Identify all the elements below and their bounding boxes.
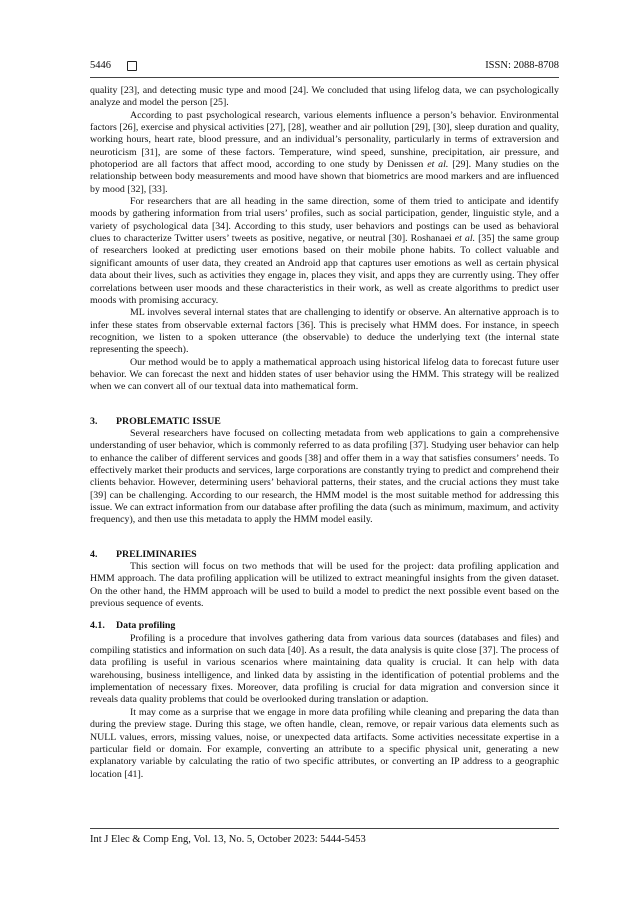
paragraph: According to past psychological research, various elements influence a person’s behavior. Environmental factors [26], exercise and physical activities [27], [28], weather and air pollution [29], [30], sleep duration and quality, working hours, heart rate, blood pressure, and an individual’s personality, particularly in terms of extraversion and neuroticism [31], are some of these factors. Temperature, wind speed, sunshine, precipitation, air pressure, and photoperiod are all factors that affect mood, according to one study by Denissen et al. [29]. Many studies on the relationship between body measurements and mood have shown that biometrics are mood markers and are influenced by mood [32], [33]. [90,109,560,195]
square-icon [127,61,137,71]
subsection-heading: 4.1. Data profiling [90,620,176,632]
paragraph: For researchers that are all heading in the same direction, some of them tried to anticipate and identify moods by gathering information from trial users’ profiles, such as social participation, gender, linguistic style, and a variety of psychological data [34]. According to this study, user behaviors and postings can be used as behavioral clues to characterize Twitter users’ tweets as positive, negative, or neutral [30]. Roshanaei et al. [35] the same group of researchers looked at predicting user emotions based on their mobile phone habits. To collect valuable and significant amounts of user data, they created an Android app that captures user emotions as well as certain physical data about their lives, such as activities they engage in, places they visit, and apps they are currently using. They offer correlations between user moods and these characteristics in their work, as well as create algorithms to predict user moods with promising accuracy. [90,196,560,306]
issn-label: ISSN: 2088-8708 [485,60,559,71]
paragraph: quality [23], and detecting music type and mood [24]. We concluded that using lifelog data, we can psychologically analyze and model the person [25]. [90,85,559,109]
section-heading: 3. PROBLEMATIC ISSUE [90,415,221,427]
paragraph: Profiling is a procedure that involves gathering data from various data sources (databases and files) and compiling statistics and information on such data [40]. As a result, the data analysis is quite close [37]. The process of data profiling is useful in various scenarios where maintaining data quality is crucial. It can help with data warehousing, business intelligence, and linked data by assisting in the identification of potential problems and the implementation of necessary fixes. Moreover, data profiling is crucial for data migration and conversion since it reveals data quality problems that could be overlooked during translation or adaption. [90,632,559,706]
section-heading: 4. PRELIMINARIES [90,548,197,560]
paragraph: It may come as a surprise that we engage in more data profiling while cleaning and preparing the data than during the preview stage. During this stage, we often handle, clean, remove, or repair various data elements such as NULL values, errors, missing values, noise, or unexpected data artifacts. Some activities necessitate expertise in a particular field or domain. For example, converting an attribute to a specific physical unit, generating a new explanatory variable by calculating the ratio of two specific attributes, or converting an IP address to a geographic location [41]. [90,706,559,780]
paragraph: This section will focus on two methods that will be used for the project: data profiling application and HMM approach. The data profiling application will be utilized to extract meaningful insights from the given dataset. On the other hand, the HMM approach will be used to build a model to predict the next possible event based on the previous sequence of events. [90,561,559,610]
header-divider [90,77,559,78]
article-body [90,85,559,781]
footer-citation: Int J Elec & Comp Eng, Vol. 13, No. 5, October 2023: 5444-5453 [90,834,366,845]
footer-divider [90,828,559,829]
page-number: 5446 [90,60,111,71]
page-header [90,60,559,76]
paragraph: Our method would be to apply a mathematical approach using historical lifelog data to forecast future user behavior. We can forecast the next and hidden states of user behavior using the HMM. This strategy will be realized when we can convert all of our textual data into mathematical form. [90,356,559,393]
paragraph: Several researchers have focused on collecting metadata from web applications to gain a comprehensive understanding of user behavior, which is commonly referred to as data profiling [37]. Studying user behavior can help to enhance the caliber of different services and goods [38] and offer them in a way that satisfies consumers’ needs. To effectively market their products and services, large corporations are constantly trying to predict and comprehend their clients behavior. However, determining users’ behavioral patterns, their states, and the crucial actions they must take [39] can be challenging. According to our research, the HMM model is the most suitable method for addressing this issue. We can extract information from our database after profiling the data (such as minimum, maximum, and activity frequency), and then use this metadata to apply the HMM model easily. [90,427,559,526]
paragraph: ML involves several internal states that are challenging to identify or observe. An alternative approach is to infer these states from observable external factors [36]. This is precisely what HMM does. For instance, in speech recognition, we listen to a spoken utterance (the observable) to deduce the underlying text (the internal state representing the speech). [90,307,559,356]
